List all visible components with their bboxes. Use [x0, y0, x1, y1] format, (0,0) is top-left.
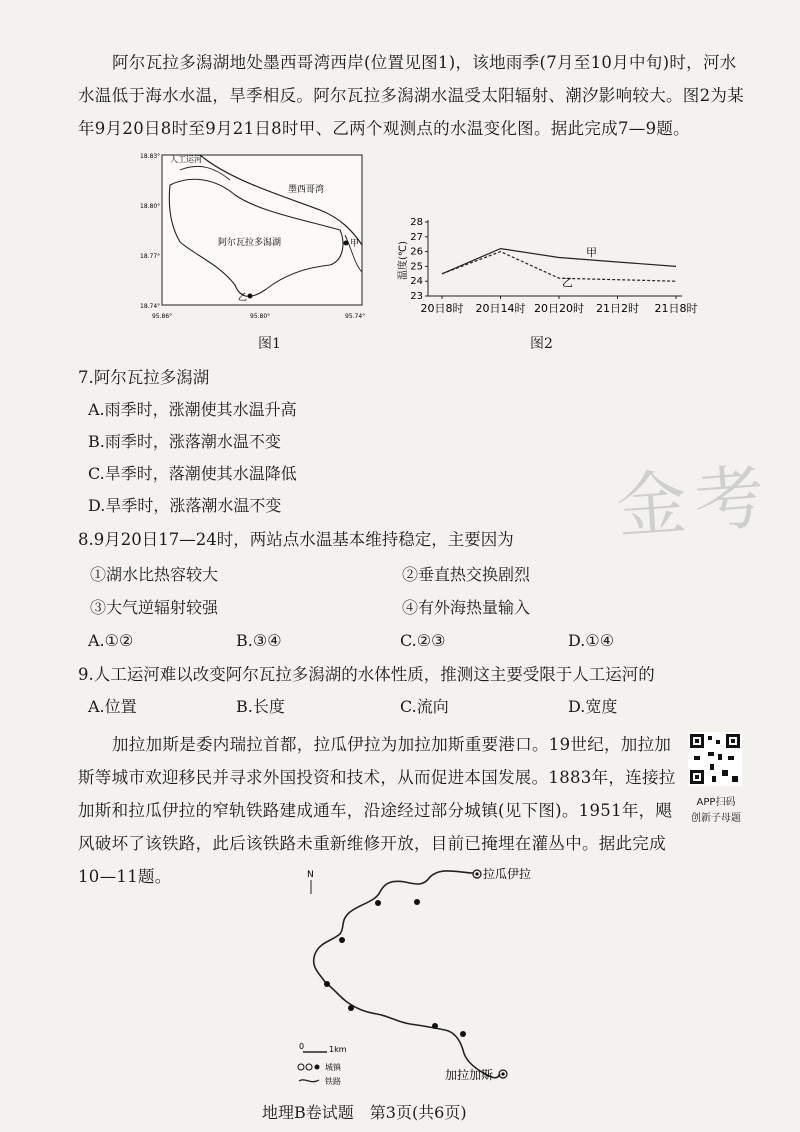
lat-tick-3: 18.77°: [140, 253, 161, 260]
x-tick-label: 20日8时: [420, 302, 464, 315]
town-marker: [348, 1005, 354, 1011]
qr-code-icon: [688, 732, 742, 786]
label-port: 拉瓜伊拉: [483, 867, 532, 881]
temperature-chart-svg: [390, 212, 698, 322]
label-jia: 甲: [350, 239, 360, 249]
question-7-stem: 7.阿尔瓦拉多潟湖: [78, 368, 210, 387]
question-9-stem: 9.人工运河难以改变阿尔瓦拉多潟湖的水体性质，推测这主要受限于人工运河的: [78, 665, 655, 684]
town-marker: [339, 937, 345, 943]
town-marker: [460, 1031, 466, 1037]
q9-option-c[interactable]: C.流向: [400, 697, 449, 716]
q8-statement-3: ③大气逆辐射较强: [90, 598, 219, 617]
label-canal: 人工运河: [170, 155, 202, 164]
label-capital: 加拉加斯: [445, 1068, 494, 1082]
q7-option-d[interactable]: D.旱季时，涨落潮水温不变: [88, 496, 282, 515]
lagoon-map-svg: [140, 150, 375, 325]
figure-1-caption: 图1: [258, 336, 281, 352]
y-tick-label: 27: [410, 231, 423, 243]
figure-2-chart: [390, 212, 698, 326]
legend-port-icon: [306, 1064, 312, 1070]
lon-tick-1: 95.86°: [152, 313, 173, 320]
town-marker: [324, 981, 330, 987]
q8-statement-4: ④有外海热量输入: [402, 598, 531, 617]
lat-tick-1: 18.83°: [140, 153, 161, 160]
lat-tick-4: 18.74°: [140, 303, 161, 310]
q9-option-a[interactable]: A.位置: [88, 697, 137, 716]
q8-option-a[interactable]: A.①②: [88, 631, 134, 650]
chart-ylabel: 温度(℃): [398, 240, 409, 280]
label-gulf: 墨西哥湾: [288, 185, 325, 195]
q9-option-b[interactable]: B.长度: [236, 697, 285, 716]
question-8-stem: 8.9月20日17—24时，两站点水温基本维持稳定，主要因为: [78, 530, 514, 549]
y-tick-label: 26: [410, 246, 423, 258]
series-jia-line: [442, 249, 676, 274]
legend-rail-icon: [299, 1080, 319, 1082]
series-yi-label: 乙: [562, 276, 573, 289]
q9-option-d[interactable]: D.宽度: [568, 697, 618, 716]
q8-statement-2: ②垂直热交换剧烈: [402, 565, 531, 584]
q7-option-b[interactable]: B.雨季时，涨落潮水温不变: [88, 432, 281, 451]
label-yi: 乙: [238, 293, 248, 303]
point-yi-marker: [248, 294, 253, 299]
scale-1km: 1km: [329, 1045, 347, 1054]
qr-caption-line-1: APP扫码: [696, 797, 736, 808]
series-yi-line: [442, 252, 676, 282]
q7-option-c[interactable]: C.旱季时，落潮使其水温降低: [88, 464, 297, 483]
y-tick-label: 28: [410, 217, 423, 228]
intro-text-1: 阿尔瓦拉多潟湖地处墨西哥湾西岸(位置见图1)，该地雨季(7月至10月中旬)时，河水水温低于海水水温，旱季相反。阿尔瓦拉多潟湖水温受太阳辐射、潮汐影响较大。图2为某年9月20日8时至9月21日8时甲、乙两个观测点的水温变化图。据此完成7—9题。: [78, 53, 744, 138]
legend-town-label: 城镇: [325, 1063, 341, 1072]
y-tick-label: 23: [410, 291, 423, 302]
intro-text-2: 加拉加斯是委内瑞拉首都，拉瓜伊拉为加拉加斯重要港口。19世纪，加拉加斯等城市欢迎移民并寻求外国投资和技术，从而促进本国发展。1883年，连接拉加斯和拉瓜伊拉的窄轨铁路建成通车，沿途经过部分城镇(见下图)。1951年，飓风破坏了该铁路，此后该铁路未重新维修开放，目前已掩埋在灌丛中。据此完成10—11题。: [78, 735, 676, 886]
qr-caption-line-2: 创新子母题: [691, 813, 741, 824]
lon-tick-3: 95.74°: [345, 313, 366, 320]
town-marker: [375, 900, 381, 906]
label-lagoon: 阿尔瓦拉多潟湖: [218, 238, 282, 248]
scale-0: 0: [299, 1042, 305, 1051]
north-label: N: [307, 870, 314, 880]
x-tick-label: 21日8时: [654, 302, 698, 315]
q7-option-a[interactable]: A.雨季时，涨潮使其水温升高: [88, 400, 297, 419]
figure-1-map: [140, 150, 375, 329]
y-tick-label: 25: [410, 261, 423, 273]
q8-option-b[interactable]: B.③④: [236, 631, 282, 650]
x-tick-label: 21日2时: [596, 302, 639, 315]
lon-tick-2: 95.80°: [250, 313, 271, 320]
lat-tick-2: 18.80°: [140, 203, 161, 210]
railway-map-svg: [285, 862, 545, 1092]
series-jia-label: 甲: [586, 246, 597, 259]
legend-town-icon: [315, 1065, 320, 1070]
town-marker: [414, 899, 420, 905]
railway-map: [285, 862, 545, 1096]
q8-option-c[interactable]: C.②③: [400, 631, 446, 650]
q8-option-d[interactable]: D.①④: [568, 631, 615, 650]
map-frame: [162, 155, 362, 305]
legend-rail-label: 铁路: [325, 1077, 341, 1086]
x-tick-label: 20日14时: [475, 302, 526, 315]
intro-paragraph-1: [78, 46, 750, 145]
page-footer: 地理B卷试题 第3页(共6页): [262, 1103, 467, 1122]
qr-caption: [676, 795, 756, 827]
watermark: 金考: [613, 455, 776, 549]
figure-2-caption: 图2: [530, 336, 553, 352]
point-jia-marker: [344, 241, 349, 246]
town-marker: [432, 1023, 438, 1029]
x-tick-label: 20日20时: [534, 302, 584, 315]
qr-code[interactable]: [688, 732, 742, 790]
q8-statement-1: ①湖水比热容较大: [90, 565, 219, 584]
legend-capital-icon: [298, 1064, 304, 1070]
y-tick-label: 24: [410, 276, 423, 288]
